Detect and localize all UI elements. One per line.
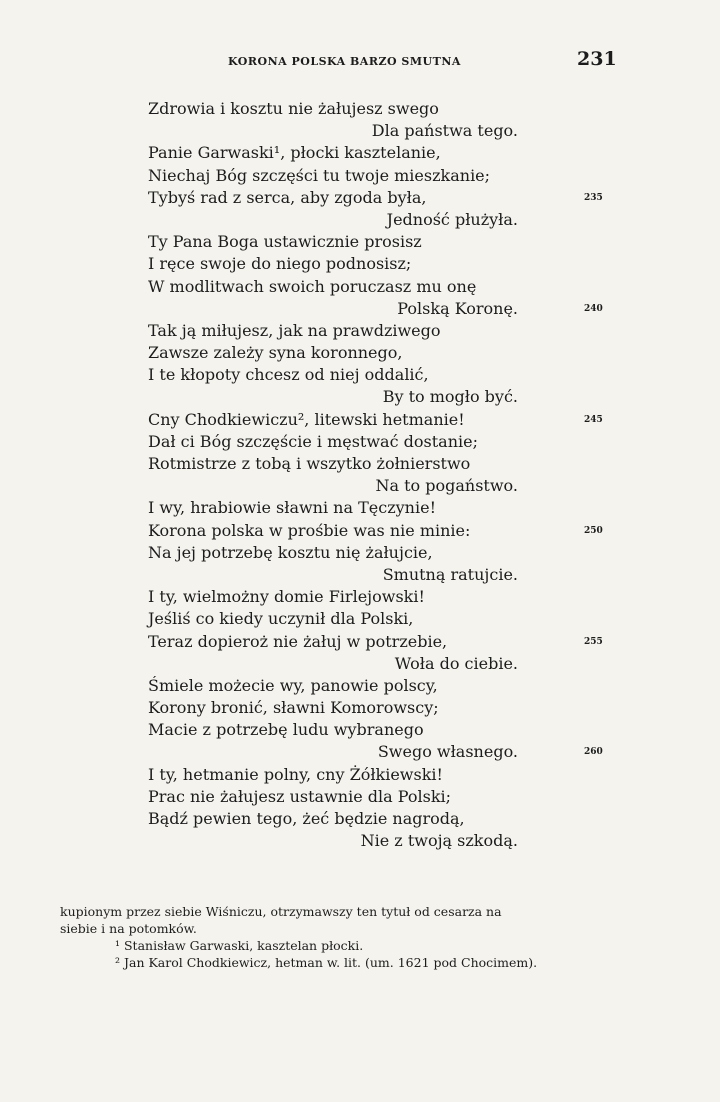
poem-line [148,786,518,808]
line-number: 240 [584,303,603,314]
line-number: 250 [584,525,603,536]
poem-line-text: Bądź pewien tego, żeć będzie nagrodą, [148,809,465,828]
poem-line [148,653,518,675]
poem-line-text: I ty, wielmożny domie Firlejowski! [148,587,425,607]
poem-line [148,187,603,209]
poem-line-text: I wy, hrabiowie sławni na Tęczynie! [148,498,436,518]
footnotes [60,903,620,971]
poem-line [148,342,518,364]
poem-line [148,542,518,564]
poem-line [148,253,518,275]
poem-line [148,364,518,386]
poem-line-text: Śmiele możecie wy, panowie polscy, [148,675,438,695]
poem-line-text: I ty, hetmanie polny, cny Żółkiewski! [148,764,443,784]
poem-line-text: Tak ją miłujesz, jak na prawdziwego [148,320,441,340]
poem-line-text: W modlitwach swoich poruczasz mu onę [148,276,477,296]
poem-line-text: Smutną ratujcie. [382,564,518,584]
poem-line-text: Teraz dopieroż nie żałuj w potrzebie, [148,631,448,651]
footnote-1: ¹ Stanisław Garwaski, kasztelan płocki. [115,938,364,953]
poem-line [148,98,518,120]
poem-line [148,830,518,852]
poem-line [148,120,518,142]
poem-line [148,165,518,187]
poem-line-text: Tybyś rad z serca, aby zgoda była, [148,187,427,207]
poem-line-text: I ręce swoje do niego podnosisz; [148,254,412,274]
poem-line-text: Polską Koronę. [397,298,518,318]
poem-line-text: I te kłopoty chcesz od niej oddalić, [148,365,429,385]
poem-line [148,320,518,342]
footnote-continuation-line: siebie i na potomków. [60,921,197,936]
poem-line-text: Dał ci Bóg szczęście i męstwać dostanie; [148,431,478,451]
poem-line-text: By to mogło być. [382,387,518,407]
footnote-continuation-line: kupionym przez siebie Wiśniczu, otrzymawszy ten tytuł od cesarza na [60,904,502,919]
poem-line-text: Panie Garwaski¹, płocki kasztelanie, [148,143,441,163]
poem-line-text: Swego własnego. [377,742,518,762]
poem-line [148,386,518,408]
poem-line [148,564,518,586]
poem-line-text: Korona polska w prośbie was nie minie: [148,520,471,540]
line-number: 260 [584,747,603,758]
poem-line [148,276,518,298]
poem-line-text: Jedność płużyła. [386,209,518,229]
poem-line [148,520,603,542]
poem-line [148,431,518,453]
poem-line [148,453,518,475]
poem-line [148,231,518,253]
poem-line-text: Niechaj Bóg szczęści tu twoje mieszkanie; [148,165,491,185]
poem-line [148,209,518,231]
poem-line-text: Woła do ciebie. [394,653,518,673]
poem-line-text: Nie z twoją szkodą. [360,831,518,851]
poem-line-text: Zdrowia i kosztu nie żałujesz swego [148,99,439,118]
poem-line-text: Jeśliś co kiedy uczynił dla Polski, [148,609,414,629]
poem-line-text: Korony bronić, sławni Komorowscy; [148,698,439,718]
poem-line-text: Na to pogaństwo. [375,476,518,496]
running-title: KORONA POLSKA BARZO SMUTNA [228,55,461,68]
poem-line [148,497,518,519]
line-number: 255 [584,636,603,647]
poem-line [148,764,518,786]
poem-line [148,675,518,697]
poem-line [148,142,518,164]
poem-line [148,475,518,497]
poem-line-text: Cny Chodkiewiczu², litewski hetmanie! [148,409,465,429]
poem-line-text: Rotmistrze z tobą i wszytko żołnierstwo [148,454,471,473]
footnote-2: ² Jan Karol Chodkiewicz, hetman w. lit. (um. 1621 pod Chocimem). [115,955,538,970]
poem-line [148,409,603,431]
poem-line-text: Prac nie żałujesz ustawnie dla Polski; [148,786,452,806]
poem-body [148,98,603,852]
line-number: 245 [584,414,603,425]
poem-line [148,298,603,320]
poem-line [148,608,518,630]
poem-line [148,586,518,608]
poem-line-text: Dla państwa tego. [371,121,518,141]
poem-line [148,741,603,763]
poem-line-text: Macie z potrzebę ludu wybranego [148,720,424,740]
poem-line-text: Zawsze zależy syna koronnego, [148,343,403,363]
poem-line [148,631,603,653]
poem-line [148,808,518,830]
poem-line-text: Na jej potrzebę kosztu nię żałujcie, [148,542,433,562]
line-number: 235 [584,192,603,203]
poem-line-text: Ty Pana Boga ustawicznie prosisz [148,232,422,252]
poem-line [148,697,518,719]
page-number: 231 [577,48,617,70]
poem-line [148,719,518,741]
